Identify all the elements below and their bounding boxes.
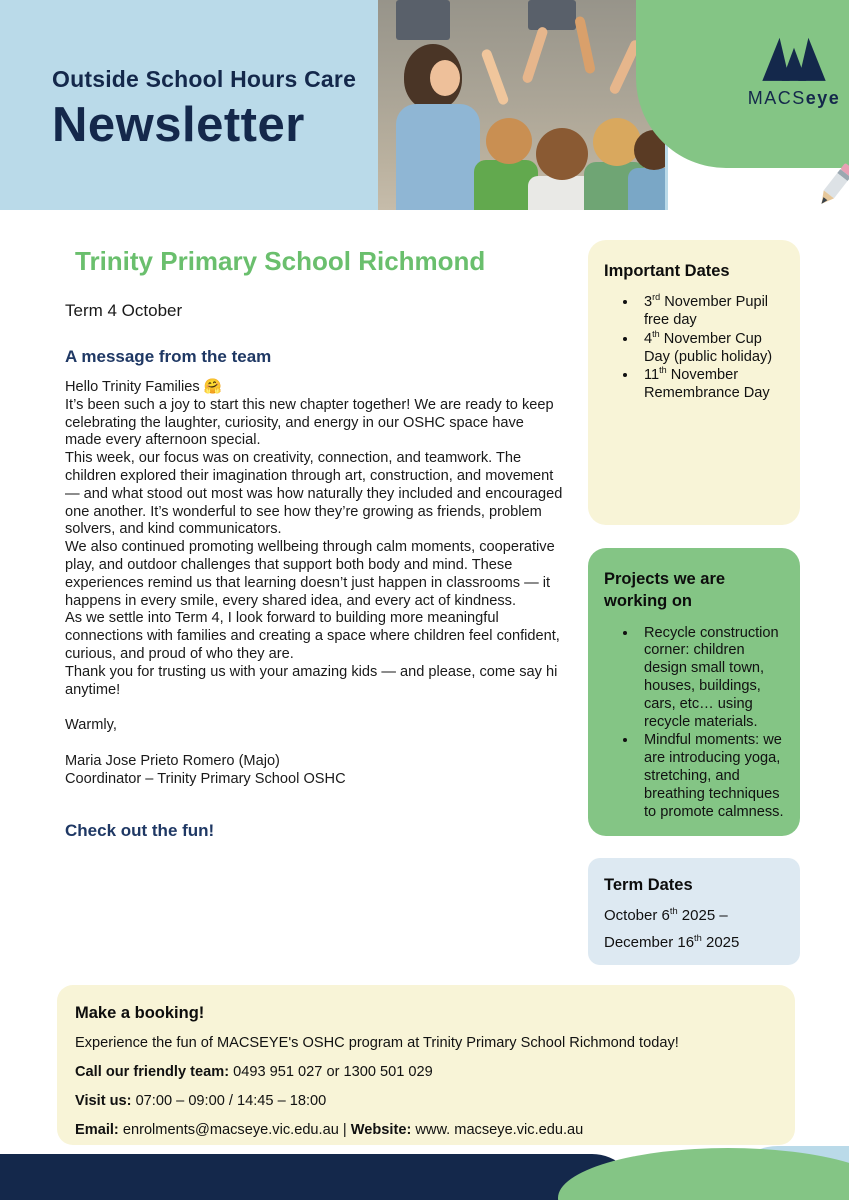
project-item: • Mindful moments: we are introducing yoga, stretching, and breathing techniques to promote calmness. <box>638 732 784 821</box>
signature-name: Maria Jose Prieto Romero (Majo) <box>65 753 280 770</box>
term-dates-box <box>588 858 800 965</box>
header-green-shape <box>636 0 849 168</box>
visit-label: Visit us: <box>75 1093 132 1109</box>
header-photo <box>378 0 665 210</box>
projects-box <box>588 548 800 836</box>
important-dates-title: Important Dates <box>604 262 730 280</box>
message-paragraph: Thank you for trusting us with your amazing kids — and please, come say hi anytime! <box>65 663 558 698</box>
message-paragraph: This week, our focus was on creativity, connection, and teamwork. The children explored their imagination through art, construction, and movement — and what stood out most was how naturally they included and encouraged one another. It’s wonderful to see how they’re growing as friends, problem solvers, and kind communicators. <box>65 450 563 538</box>
call-label: Call our friendly team: <box>75 1064 230 1080</box>
booking-title: Make a booking! <box>75 1004 205 1022</box>
photo-window <box>396 0 450 40</box>
footer-navy-shape <box>0 1154 638 1200</box>
photo-child-head <box>593 118 641 166</box>
booking-visit-line <box>75 1092 777 1110</box>
projects-title: Projects we are working on <box>604 570 726 611</box>
message-paragraph: Hello Trinity Families 🤗 <box>65 379 222 395</box>
projects-list <box>604 625 784 822</box>
important-dates-box <box>588 240 800 525</box>
call-value: 0493 951 027 or 1300 501 029 <box>229 1064 433 1080</box>
important-dates-list <box>604 294 784 403</box>
booking-intro: Experience the fun of MACSEYE's OSHC program at Trinity Primary School Richmond today! <box>75 1035 679 1051</box>
photo-teacher-face <box>430 60 460 96</box>
macseye-logo-icon <box>758 28 830 82</box>
website-value: www. macseye.vic.edu.au <box>411 1122 584 1138</box>
important-date-item: • 11th November Remembrance Day <box>638 367 784 403</box>
photo-teacher-shirt <box>396 104 480 210</box>
message-paragraph: As we settle into Term 4, I look forward to building more meaningful connections with families and creating a space where children feel confident, curious, and proud of who they are. <box>65 610 560 662</box>
term-dates-line: October 6th 2025 – <box>604 906 728 925</box>
project-item: • Recycle construction corner: children design small town, houses, buildings, cars, etc… using recycle materials. <box>638 625 784 732</box>
term-dates-line: December 16th 2025 <box>604 933 740 952</box>
booking-box <box>57 985 795 1145</box>
message-paragraph: It’s been such a joy to start this new chapter together! We are ready to keep celebrating the laughter, curiosity, and energy in our OSHC space have made every afternoon special. <box>65 396 554 449</box>
macseye-logo <box>744 28 844 109</box>
signature-role: Coordinator – Trinity Primary School OSHC <box>65 770 346 787</box>
school-title: Trinity Primary School Richmond <box>75 246 486 276</box>
photo-child-shirt <box>628 168 665 210</box>
macseye-logo-text <box>744 88 844 109</box>
fun-heading: Check out the fun! <box>65 820 215 840</box>
header-title: Newsletter <box>52 98 305 152</box>
header-text <box>52 66 356 153</box>
visit-value: 07:00 – 09:00 / 14:45 – 18:00 <box>131 1093 327 1109</box>
important-date-item: • 4th November Cup Day (public holiday) <box>638 331 784 367</box>
message-heading: A message from the team <box>65 347 272 366</box>
email-label: Email: <box>75 1122 119 1138</box>
logo-prefix: MACS <box>747 88 806 108</box>
logo-suffix: eye <box>805 88 841 108</box>
photo-window <box>528 0 576 30</box>
booking-contact-line <box>75 1121 777 1139</box>
photo-child-head <box>486 118 532 164</box>
important-date-item: • 3rd November Pupil free day <box>638 294 784 330</box>
message-paragraph: We also continued promoting wellbeing through calm moments, cooperative play, and outdoor challenges that support both body and mind. These experiences remind us that learning doesn’t just happen in classrooms — it happens in every smile, every shared idea, and every act of kindness. <box>65 539 555 609</box>
footer-decoration <box>0 1138 849 1200</box>
signoff: Warmly, <box>65 717 117 734</box>
email-value: enrolments@macseye.vic.edu.au | <box>118 1122 351 1138</box>
photo-child-head <box>536 128 588 180</box>
term-label: Term 4 October <box>65 301 183 320</box>
signature <box>65 753 563 789</box>
pencil-icon <box>815 162 849 210</box>
header-subtitle: Outside School Hours Care <box>52 66 357 92</box>
main-article <box>65 246 563 841</box>
booking-call-line <box>75 1063 777 1081</box>
website-label: Website: <box>350 1122 412 1138</box>
term-dates-title: Term Dates <box>604 876 693 894</box>
